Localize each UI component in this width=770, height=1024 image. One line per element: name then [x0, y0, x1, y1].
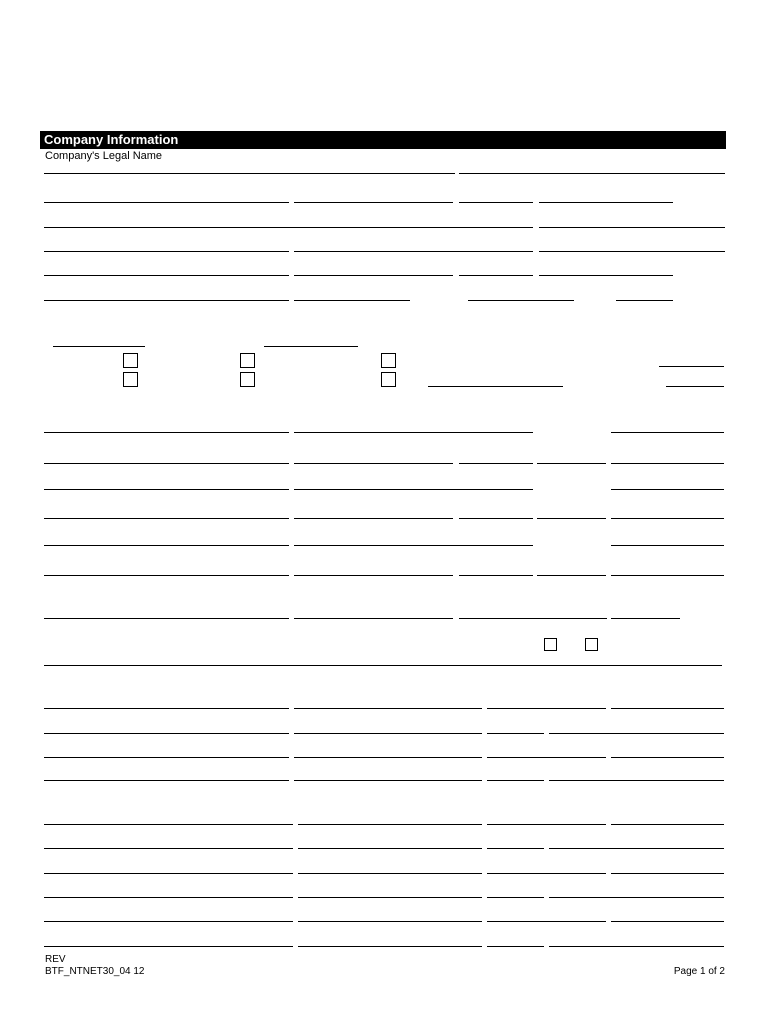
form-field-line[interactable] [44, 432, 289, 433]
form-field-line[interactable] [44, 897, 293, 898]
checkbox[interactable] [240, 353, 255, 368]
form-field-line[interactable] [44, 518, 289, 519]
form-field-line[interactable] [611, 757, 724, 758]
checkbox[interactable] [240, 372, 255, 387]
form-field-line[interactable] [537, 463, 606, 464]
form-field-line[interactable] [44, 665, 722, 666]
form-field-line[interactable] [487, 824, 606, 825]
form-field-line[interactable] [487, 848, 544, 849]
footer-rev: REV [45, 954, 66, 965]
section-header-company-information: Company Information [40, 131, 726, 149]
form-field-line[interactable] [611, 432, 724, 433]
legal-name-field[interactable] [44, 173, 455, 174]
form-field-line[interactable] [294, 757, 482, 758]
form-field-line[interactable] [611, 873, 724, 874]
form-field-line[interactable] [294, 251, 533, 252]
form-field-line[interactable] [487, 946, 544, 947]
form-field-line[interactable] [298, 873, 482, 874]
form-field-line[interactable] [44, 618, 289, 619]
form-field-line[interactable] [459, 275, 533, 276]
form-field-line[interactable] [294, 733, 482, 734]
form-field-line[interactable] [611, 463, 724, 464]
form-field-line[interactable] [44, 227, 533, 228]
form-field-line[interactable] [294, 202, 453, 203]
form-field-line[interactable] [459, 518, 533, 519]
checkbox[interactable] [381, 372, 396, 387]
form-field-line[interactable] [611, 518, 724, 519]
form-field-line[interactable] [487, 733, 544, 734]
form-field-line[interactable] [294, 489, 533, 490]
form-field-line[interactable] [611, 489, 724, 490]
form-field-line[interactable] [298, 848, 482, 849]
form-field-line[interactable] [294, 463, 453, 464]
form-field-line[interactable] [487, 780, 544, 781]
form-field-line[interactable] [294, 518, 453, 519]
form-field-line[interactable] [44, 873, 293, 874]
form-field-line[interactable] [44, 489, 289, 490]
form-field-line[interactable] [298, 897, 482, 898]
form-field-line[interactable] [537, 518, 606, 519]
form-field-line[interactable] [44, 463, 289, 464]
footer-form-code: BTF_NTNET30_04 12 [45, 966, 145, 977]
form-field-line[interactable] [459, 173, 725, 174]
form-field-line[interactable] [44, 251, 289, 252]
form-field-line[interactable] [44, 202, 289, 203]
form-field-line[interactable] [459, 202, 533, 203]
checkbox[interactable] [544, 638, 557, 651]
form-field-line[interactable] [539, 202, 673, 203]
form-field-line[interactable] [549, 780, 724, 781]
legal-name-label: Company's Legal Name [45, 150, 163, 162]
form-field-line[interactable] [44, 275, 289, 276]
form-field-line[interactable] [487, 757, 606, 758]
checkbox[interactable] [381, 353, 396, 368]
form-field-line[interactable] [294, 780, 482, 781]
form-field-line[interactable] [459, 463, 533, 464]
form-field-line[interactable] [44, 708, 289, 709]
form-field-line[interactable] [294, 432, 533, 433]
form-field-line[interactable] [294, 575, 453, 576]
checkbox[interactable] [585, 638, 598, 651]
form-field-line[interactable] [294, 618, 453, 619]
form-field-line[interactable] [616, 300, 673, 301]
form-field-line[interactable] [44, 946, 293, 947]
form-field-line[interactable] [44, 757, 289, 758]
form-field-line[interactable] [611, 545, 724, 546]
form-field-line[interactable] [487, 873, 606, 874]
form-field-line[interactable] [298, 824, 482, 825]
checkbox[interactable] [123, 353, 138, 368]
form-field-line[interactable] [539, 227, 725, 228]
form-field-line[interactable] [487, 708, 606, 709]
form-field-line[interactable] [611, 921, 724, 922]
form-field-line[interactable] [294, 275, 453, 276]
form-field-line[interactable] [611, 824, 724, 825]
form-field-line[interactable] [44, 921, 293, 922]
form-field-line[interactable] [53, 346, 145, 347]
form-field-line[interactable] [549, 946, 724, 947]
form-field-line[interactable] [428, 386, 563, 387]
form-field-line[interactable] [539, 275, 673, 276]
form-field-line[interactable] [298, 921, 482, 922]
form-field-line[interactable] [659, 366, 724, 367]
form-field-line[interactable] [294, 300, 410, 301]
form-field-line[interactable] [294, 708, 482, 709]
form-field-line[interactable] [549, 733, 724, 734]
form-field-line[interactable] [459, 575, 533, 576]
form-field-line[interactable] [264, 346, 358, 347]
form-field-line[interactable] [468, 300, 574, 301]
form-field-line[interactable] [44, 848, 293, 849]
form-field-line[interactable] [294, 545, 533, 546]
form-field-line[interactable] [487, 921, 606, 922]
form-field-line[interactable] [549, 848, 724, 849]
form-field-line[interactable] [537, 575, 606, 576]
form-field-line[interactable] [611, 618, 680, 619]
form-field-line[interactable] [44, 780, 289, 781]
form-field-line[interactable] [44, 300, 289, 301]
form-field-line[interactable] [539, 251, 725, 252]
form-field-line[interactable] [611, 708, 724, 709]
form-field-line[interactable] [487, 897, 544, 898]
footer-page-number: Page 1 of 2 [673, 966, 725, 977]
form-field-line[interactable] [549, 897, 724, 898]
form-field-line[interactable] [611, 575, 724, 576]
form-field-line[interactable] [666, 386, 724, 387]
form-field-line[interactable] [44, 545, 289, 546]
form-field-line[interactable] [44, 824, 293, 825]
checkbox[interactable] [123, 372, 138, 387]
form-field-line[interactable] [459, 618, 607, 619]
form-field-line[interactable] [44, 733, 289, 734]
form-field-line[interactable] [44, 575, 289, 576]
form-field-line[interactable] [298, 946, 482, 947]
